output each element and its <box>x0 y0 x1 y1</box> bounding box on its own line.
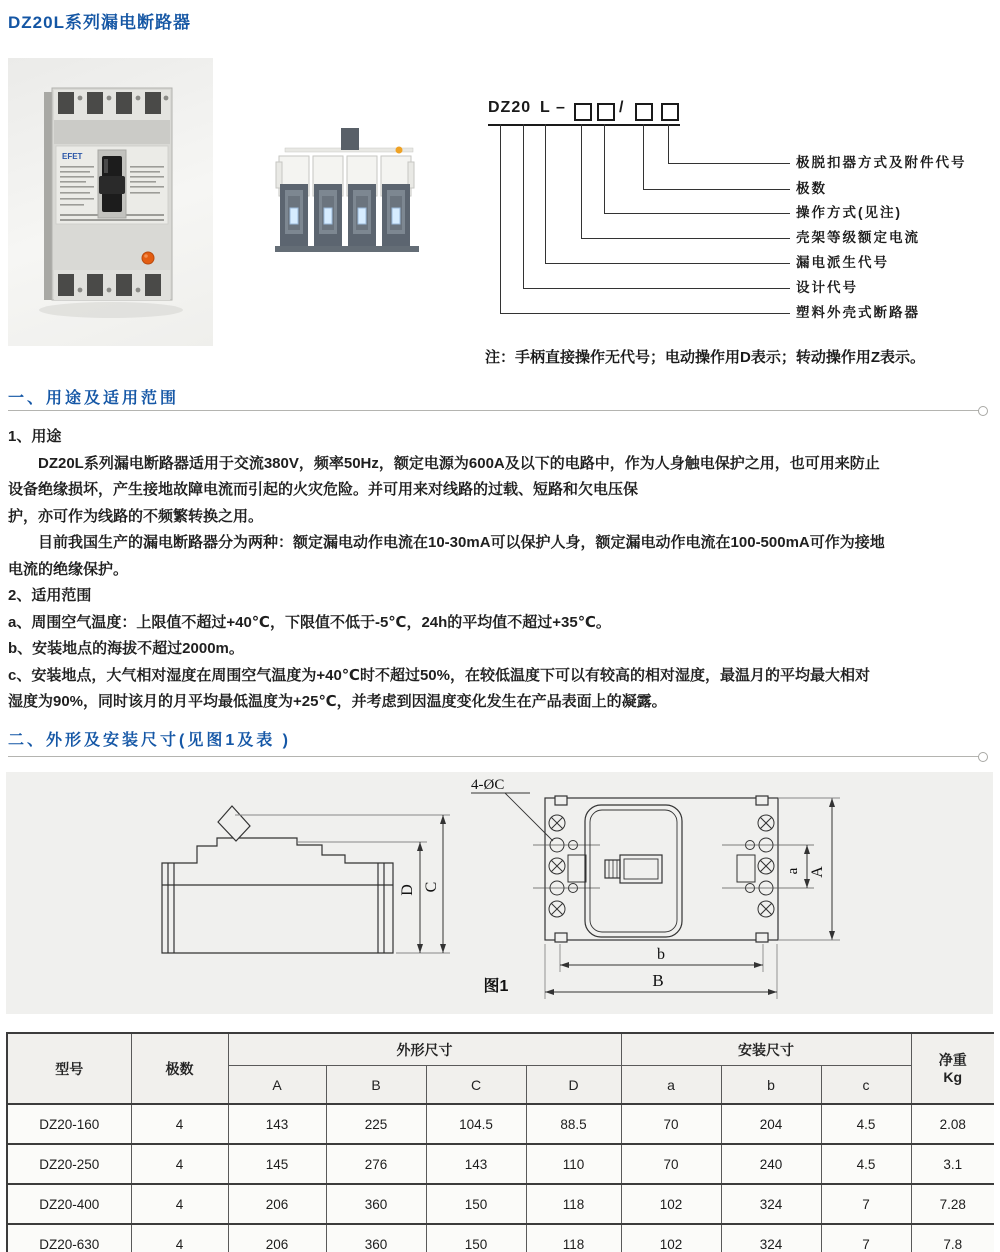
weight-label: 净重 <box>938 1051 967 1068</box>
dim-label-B: B <box>652 971 664 990</box>
cell: 324 <box>721 1224 821 1252</box>
designation-label: 操作方式(见注) <box>796 205 902 220</box>
col-header-A: A <box>228 1066 326 1105</box>
cell-weight: 3.1 <box>911 1144 994 1184</box>
usage-text <box>8 424 994 716</box>
hole-count-label: 4-ØC <box>471 777 505 793</box>
dim-label-A: A <box>809 866 826 878</box>
page-title: DZ20L系列漏电断路器 <box>8 13 191 32</box>
dim-label-a: a <box>785 867 801 875</box>
cell: 206 <box>228 1184 326 1224</box>
cell: 360 <box>326 1224 426 1252</box>
designation-series: L <box>540 99 550 116</box>
cell: 4.5 <box>821 1144 911 1184</box>
cell: 143 <box>426 1144 526 1184</box>
cell-model: DZ20-630 <box>7 1224 131 1252</box>
cell: 110 <box>526 1144 621 1184</box>
col-header-weight <box>911 1033 994 1104</box>
col-group-install: 安装尺寸 <box>621 1033 911 1066</box>
operation-note: 注：手柄直接操作无代号；电动操作用D表示；转动操作用Z表示。 <box>485 349 925 366</box>
cell: 118 <box>526 1184 621 1224</box>
brand-logo: EFET <box>62 152 83 161</box>
designation-box <box>661 103 679 121</box>
cell-poles: 4 <box>131 1104 228 1144</box>
side-view-drawing <box>162 806 450 953</box>
usage-line: c、安装地点，大气相对湿度在周围空气温度为+40℃时不超过50%，在较低温度下可以有较高的相对湿度，最温月的平均最大相对 <box>8 666 870 684</box>
figure-panel <box>6 772 993 1014</box>
breaker-front-illustration <box>8 58 213 346</box>
col-header-a: a <box>621 1066 721 1105</box>
cell: 324 <box>721 1184 821 1224</box>
cell: 7 <box>821 1184 911 1224</box>
usage-line: DZ20L系列漏电断路器适用于交流380V，频率50Hz，额定电源为600A及以下的电路中，作为人身触电保护之用，也可用来防止 <box>38 454 880 472</box>
pole-modules <box>276 156 414 248</box>
table-row <box>7 1184 994 1224</box>
divider-endcap <box>978 406 988 416</box>
table-row <box>7 1104 994 1144</box>
designation-prefix: DZ20 <box>488 99 532 116</box>
usage-line: 1、用途 <box>8 428 62 445</box>
cell: 204 <box>721 1104 821 1144</box>
cell: 276 <box>326 1144 426 1184</box>
cell: 88.5 <box>526 1104 621 1144</box>
designation-label: 设计代号 <box>796 280 858 295</box>
col-header-c: c <box>821 1066 911 1105</box>
cell: 102 <box>621 1224 721 1252</box>
cell: 150 <box>426 1224 526 1252</box>
cell: 150 <box>426 1184 526 1224</box>
designation-box <box>597 103 615 121</box>
cell-poles: 4 <box>131 1144 228 1184</box>
product-photo-poles <box>213 58 475 346</box>
cell-poles: 4 <box>131 1224 228 1252</box>
designation-label: 漏电派生代号 <box>796 255 889 270</box>
cell: 240 <box>721 1144 821 1184</box>
divider-endcap <box>978 752 988 762</box>
front-view-drawing <box>471 793 840 999</box>
dimension-drawings <box>6 772 993 1014</box>
cell: 225 <box>326 1104 426 1144</box>
divider <box>8 410 985 411</box>
usage-line: 护，亦可作为线路的不频繁转换之用。 <box>8 507 264 525</box>
table-row <box>7 1144 994 1184</box>
cell-weight: 7.8 <box>911 1224 994 1252</box>
designation-box <box>635 103 653 121</box>
product-photo-front <box>8 58 213 346</box>
breaker-pole-illustration <box>213 58 475 346</box>
cell-poles: 4 <box>131 1184 228 1224</box>
col-header-model: 型号 <box>7 1033 131 1104</box>
test-button <box>142 252 154 264</box>
cell: 206 <box>228 1224 326 1252</box>
designation-slash: / <box>619 99 624 116</box>
col-header-B: B <box>326 1066 426 1105</box>
usage-line: 电流的绝缘保护。 <box>8 560 129 578</box>
cell: 102 <box>621 1184 721 1224</box>
designation-box <box>574 103 592 121</box>
cell: 104.5 <box>426 1104 526 1144</box>
figure-caption: 图1 <box>483 978 509 995</box>
cell-model: DZ20-160 <box>7 1104 131 1144</box>
usage-line: 2、适用范围 <box>8 587 92 604</box>
section1-heading: 一、用途及适用范围 <box>8 390 180 407</box>
designation-label: 极数 <box>796 181 827 196</box>
designation-label: 塑料外壳式断路器 <box>796 305 920 320</box>
dim-label-C: C <box>423 881 440 893</box>
dim-label-b: b <box>657 946 665 963</box>
col-header-D: D <box>526 1066 621 1105</box>
cell-model: DZ20-250 <box>7 1144 131 1184</box>
designation-label: 极脱扣器方式及附件代号 <box>796 155 967 170</box>
cell-model: DZ20-400 <box>7 1184 131 1224</box>
cell: 4.5 <box>821 1104 911 1144</box>
section2-heading: 二、外形及安装尺寸(见图1及表 ) <box>8 732 292 749</box>
designation-underline <box>488 124 680 126</box>
usage-line: 湿度为90%，同时该月的月平均最低温度为+25℃，并考虑到因温度变化发生在产品表面上的凝露。 <box>8 693 667 710</box>
col-group-outline: 外形尺寸 <box>228 1033 621 1066</box>
designation-label: 壳架等级额定电流 <box>796 230 920 245</box>
divider <box>8 756 985 757</box>
cell: 360 <box>326 1184 426 1224</box>
usage-line: 目前我国生产的漏电断路器分为两种：额定漏电动作电流在10-30mA可以保护人身，额定漏电动作电流在100-500mA可作为接地 <box>38 534 885 551</box>
col-header-b: b <box>721 1066 821 1105</box>
table-row <box>7 1224 994 1252</box>
dimension-table <box>6 1032 994 1252</box>
weight-unit: Kg <box>943 1068 963 1085</box>
designation-dash: – <box>556 99 565 116</box>
col-header-C: C <box>426 1066 526 1105</box>
cell: 143 <box>228 1104 326 1144</box>
cell-weight: 2.08 <box>911 1104 994 1144</box>
col-header-poles: 极数 <box>131 1033 228 1104</box>
usage-line: 设备绝缘损坏，产生接地故障电流而引起的火灾危险。并可用来对线路的过载、短路和欠电压保 <box>8 481 639 498</box>
cell: 145 <box>228 1144 326 1184</box>
dim-label-D: D <box>399 884 416 896</box>
cell: 70 <box>621 1104 721 1144</box>
usage-line: a、周围空气温度：上限值不超过+40℃，下限值不低于-5℃，24h的平均值不超过+35℃。 <box>8 613 611 631</box>
cell: 118 <box>526 1224 621 1252</box>
cell: 70 <box>621 1144 721 1184</box>
usage-line: b、安装地点的海拔不超过2000m。 <box>8 640 244 657</box>
cell: 7 <box>821 1224 911 1252</box>
model-designation-diagram <box>480 95 995 337</box>
cell-weight: 7.28 <box>911 1184 994 1224</box>
